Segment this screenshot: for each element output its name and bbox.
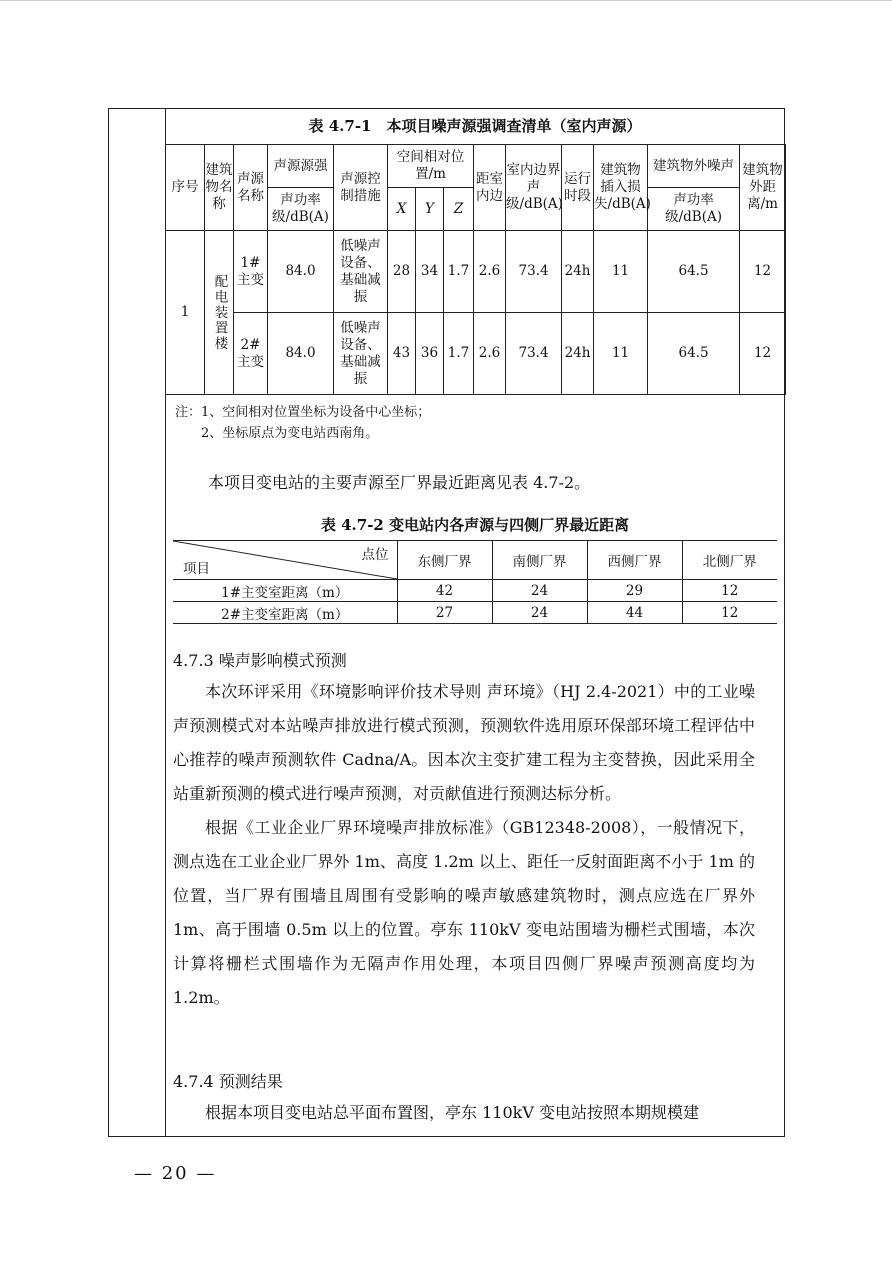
cell-seq: 1 (166, 231, 205, 395)
cell-control: 低噪声设备、基础减振 (334, 231, 388, 313)
row-label: 1#主变室距离（m） (173, 580, 397, 602)
cell-source: 1#主变 (234, 231, 268, 313)
cell-control: 低噪声设备、基础减振 (334, 313, 388, 395)
th-seq: 序号 (166, 145, 205, 231)
th-building-name: 建筑物名称 (205, 145, 234, 231)
paragraph-1: 本次环评采用《环境影响评价技术导则 声环境》（HJ 2.4-2021）中的工业噪声预测模式对本站噪声排放进行模式预测，预测软件选用原环保部环境工程评估中心推荐的噪声预测软件 Cadna/A。因本次主变扩建工程为主变替换，因此采用全站重新预测的模式进行噪声预测，对贡献值进行预测达标分析。 (173, 682, 755, 803)
paragraph-3: 根据本项目变电站总平面布置图，亭东 110kV 变电站按照本期规模建 (205, 1103, 699, 1122)
cell-value: 44 (587, 602, 682, 624)
table1-title: 表 4.7-1 本项目噪声源强调查清单（室内声源） (165, 108, 785, 145)
cell-z: 1.7 (444, 313, 474, 395)
corner-top-label: 点位 (361, 547, 389, 563)
col-east: 东侧厂界 (397, 541, 492, 580)
cell-indoor: 73.4 (506, 231, 562, 313)
cell-x: 43 (388, 313, 416, 395)
table2 (173, 540, 777, 624)
section-474-body (173, 1096, 755, 1130)
th-outdoor-dist: 建筑物外距离/m (740, 145, 786, 231)
cell-y: 36 (416, 313, 444, 395)
table2-title: 表 4.7-2 变电站内各声源与四侧厂界最近距离 (320, 516, 630, 534)
col-west: 西侧厂界 (587, 541, 682, 580)
th-indoor-level: 室内边界声级/dB(A) (506, 145, 562, 231)
cell-power: 84.0 (268, 313, 334, 395)
top-rule (0, 0, 892, 1)
row-label: 2#主变室距离（m） (173, 602, 397, 624)
cell-building: 配电装置楼 (205, 231, 234, 395)
cell-source: 2#主变 (234, 313, 268, 395)
th-dist-wall: 距室内边 (474, 145, 506, 231)
col-north: 北侧厂界 (682, 541, 777, 580)
cell-value: 24 (492, 602, 587, 624)
note-line-2: 2、坐标原点为变电站西南角。 (201, 426, 379, 441)
table1-notes (175, 402, 430, 444)
section-474-heading: 4.7.4 预测结果 (173, 1072, 283, 1091)
cell-value: 27 (397, 602, 492, 624)
cell-indoor: 73.4 (506, 313, 562, 395)
th-y: Y (416, 188, 444, 231)
cell-time: 24h (562, 231, 594, 313)
cell-loss: 11 (594, 231, 648, 313)
cell-outdoor: 64.5 (648, 313, 740, 395)
th-z: Z (444, 188, 474, 231)
th-outdoor-power: 声功率级/dB(A) (648, 188, 740, 231)
cell-value: 24 (492, 580, 587, 602)
cell-time: 24h (562, 313, 594, 395)
cell-value: 12 (682, 580, 777, 602)
page-number: — 20 — (134, 1163, 217, 1184)
cell-value: 29 (587, 580, 682, 602)
cell-loss: 11 (594, 313, 648, 395)
th-source-name: 声源名称 (234, 145, 268, 231)
cell-value: 42 (397, 580, 492, 602)
section-473-heading: 4.7.3 噪声影响模式预测 (173, 651, 347, 670)
th-outdoor-noise: 建筑物外噪声 (648, 145, 740, 188)
cell-value: 12 (682, 602, 777, 624)
intro-sentence: 本项目变电站的主要声源至厂界最近距离见表 4.7-2。 (208, 473, 591, 492)
th-x: X (388, 188, 416, 231)
th-source-strength: 声源源强 (268, 145, 334, 188)
cell-out-dist: 12 (740, 313, 786, 395)
paragraph-2: 根据《工业企业厂界环境噪声排放标准》（GB12348-2008），一般情况下，测点选在工业企业厂界外 1m、高度 1.2m 以上、距任一反射面距离不小于 1m 的位置，当厂界有围墙且周围有受影响的噪声敏感建筑物时，测点应选在厂界外 1m、高于围墙 0.5m 以上的位置。亭东 110kV 变电站围墙为栅栏式围墙，本次计算将栅栏式围墙作为无隔声作用处理，本项目四侧厂界噪声预测高度均为 1.2m。 (173, 818, 755, 1007)
col-south: 南侧厂界 (492, 541, 587, 580)
table2-corner-cell (173, 541, 397, 580)
section-473-body (173, 675, 755, 1015)
cell-out-dist: 12 (740, 231, 786, 313)
cell-y: 34 (416, 231, 444, 313)
corner-bottom-label: 项目 (183, 561, 210, 577)
th-position: 空间相对位置/m (388, 145, 474, 188)
cell-dist: 2.6 (474, 231, 506, 313)
th-insertion-loss: 建筑物插入损失/dB(A) (594, 145, 648, 231)
th-control: 声源控制措施 (334, 145, 388, 231)
cell-outdoor: 64.5 (648, 231, 740, 313)
note-line-1: 注：1、空间相对位置坐标为设备中心坐标； (175, 405, 431, 420)
th-operating: 运行时段 (562, 145, 594, 231)
cell-x: 28 (388, 231, 416, 313)
cell-z: 1.7 (444, 231, 474, 313)
th-sound-power: 声功率级/dB(A) (268, 188, 334, 231)
cell-power: 84.0 (268, 231, 334, 313)
table1 (165, 144, 786, 395)
cell-dist: 2.6 (474, 313, 506, 395)
